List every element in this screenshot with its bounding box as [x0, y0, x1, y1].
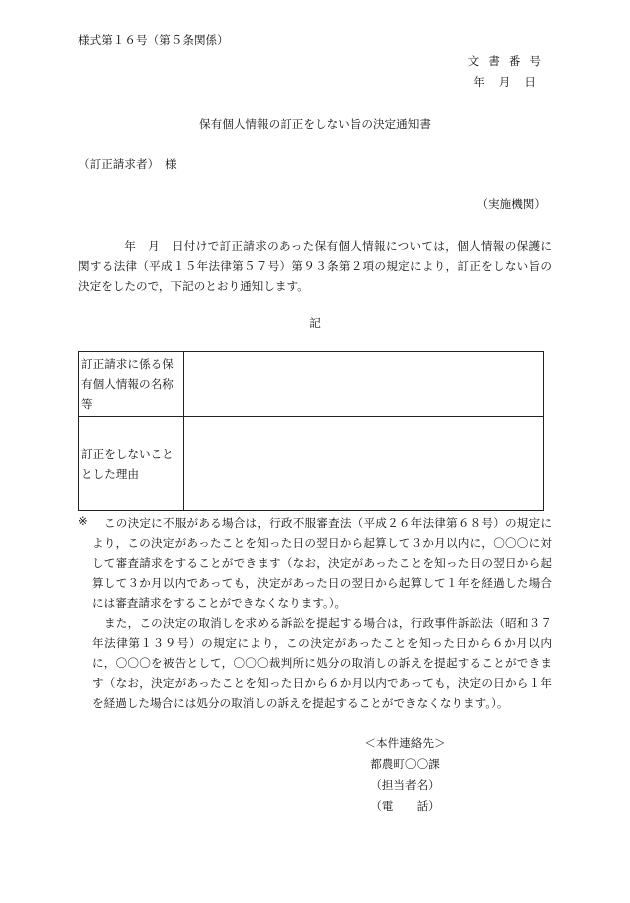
table-row: [79, 417, 544, 511]
recipient: （訂正請求者） 様: [78, 157, 177, 171]
body-paragraph: [78, 236, 552, 296]
document-title: 保有個人情報の訂正をしない旨の決定通知書: [199, 117, 431, 131]
ki-heading: 記: [309, 316, 321, 330]
table-row: [79, 352, 544, 417]
form-number: 様式第１６号（第５条関係）: [78, 33, 229, 47]
issuing-agency: （実施機関）: [476, 197, 546, 211]
contact-heading: ＜本件連絡先＞: [364, 736, 446, 750]
note-appeal: この決定に不服がある場合は，行政不服審査法（平成２６年法律第６８号）の規定により，この決定があったことを知った日の翌日から起算して３か月以内に，〇〇〇に対して審査請求をすることができます（なお，決定があったことを知った日の翌日から起算して３か月以内であっても，決定があった日の翌日から起算して１年を経過した場合には審査請求をすることができなくなります。）。: [92, 516, 552, 610]
contact-block: [350, 733, 460, 817]
contact-department: 都農町〇〇課: [370, 757, 440, 771]
table-label-target-info: 訂正請求に係る保有個人情報の名称等: [79, 352, 184, 417]
table-value-target-info: [184, 352, 544, 417]
table-label-reason: 訂正をしないこととした理由: [79, 417, 184, 511]
body-text: 年 月 日付けで訂正請求のあった保有個人情報については，個人情報の保護に関する法律（平成１５年法律第５７号）第９３条第２項の規定により，訂正をしない旨の決定をしたので，下記のとおり通知します。: [78, 239, 552, 293]
document-number: 文書番号: [467, 54, 550, 68]
document-date: 年月日: [473, 75, 550, 89]
contact-person: （担当者名）: [370, 778, 440, 792]
info-table: [78, 351, 544, 511]
note-mark: ※: [78, 514, 88, 528]
contact-phone: （電 話）: [370, 799, 440, 813]
note-lawsuit: また，この決定の取消しを求める訴訟を提起する場合は，行政事件訴訟法（昭和３７年法律第１３９号）の規定により，この決定があったことを知った日から６か月以内に，〇〇〇を被告として，〇〇〇裁判所に処分の取消しの訴えを提起することができます（なお，決定があったことを知った日から６か月以内であっても，決定の日から１年を経過した場合には処分の取消しの訴えを提起することができなくなります。）。: [92, 616, 552, 710]
table-value-reason: [184, 417, 544, 511]
